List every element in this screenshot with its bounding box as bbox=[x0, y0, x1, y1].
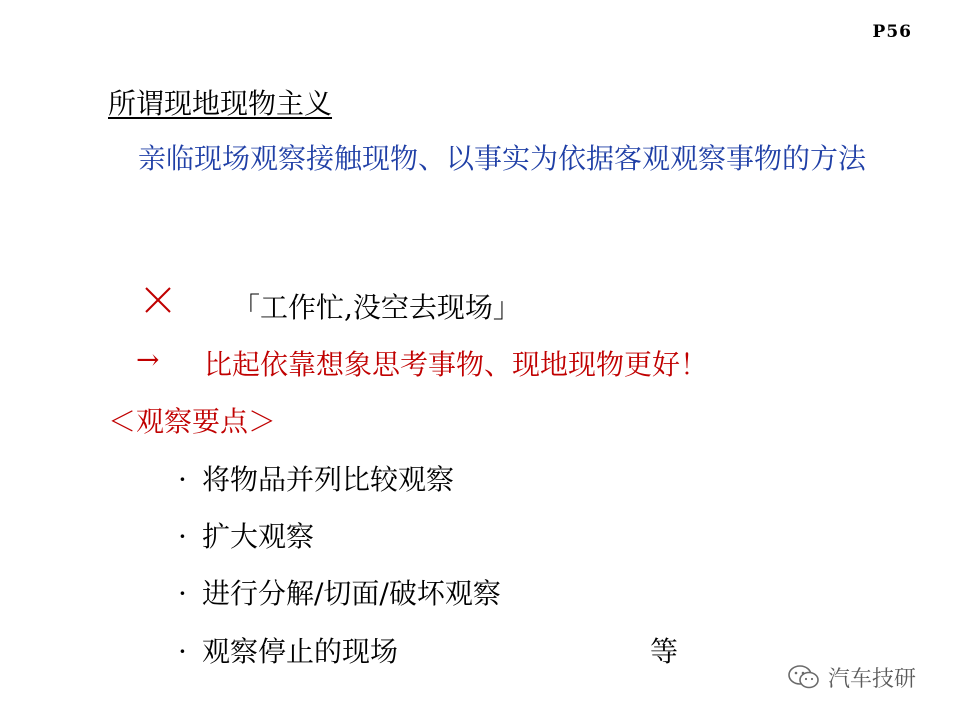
list-item-text: 扩大观察 bbox=[202, 520, 315, 553]
better-statement-text: 比起依靠想象思考事物、现地现物更好！ bbox=[204, 348, 709, 381]
bullet: · bbox=[178, 463, 187, 496]
points-heading: ＜观察要点＞ bbox=[108, 405, 277, 438]
watermark bbox=[786, 662, 916, 692]
list-item bbox=[178, 515, 314, 555]
wrong-example-text: 「工作忙,没空去现场」 bbox=[232, 291, 521, 324]
list-item-text: 将物品并列比较观察 bbox=[202, 463, 455, 496]
definition-text bbox=[108, 140, 908, 178]
page-number: P56 bbox=[872, 22, 912, 42]
list-item bbox=[178, 572, 501, 612]
definition-content: 亲临现场观察接触现物、以事实为依据客观观察事物的方法 bbox=[138, 142, 867, 175]
list-item-text: 观察停止的现场 bbox=[202, 635, 399, 668]
bullet: · bbox=[178, 635, 187, 668]
cross-icon bbox=[138, 280, 178, 320]
list-item bbox=[178, 458, 454, 498]
list-item-text: 进行分解/切面/破坏观察 bbox=[202, 577, 501, 610]
list-item bbox=[178, 630, 398, 670]
right-arrow-icon: → bbox=[136, 343, 160, 376]
list-suffix: 等 bbox=[650, 635, 679, 668]
slide-title: 所谓现地现物主义 bbox=[108, 87, 333, 120]
wechat-logo-icon bbox=[786, 663, 822, 691]
watermark-text: 汽车技研 bbox=[828, 666, 917, 692]
bullet: · bbox=[178, 520, 187, 553]
bullet: · bbox=[178, 577, 187, 610]
